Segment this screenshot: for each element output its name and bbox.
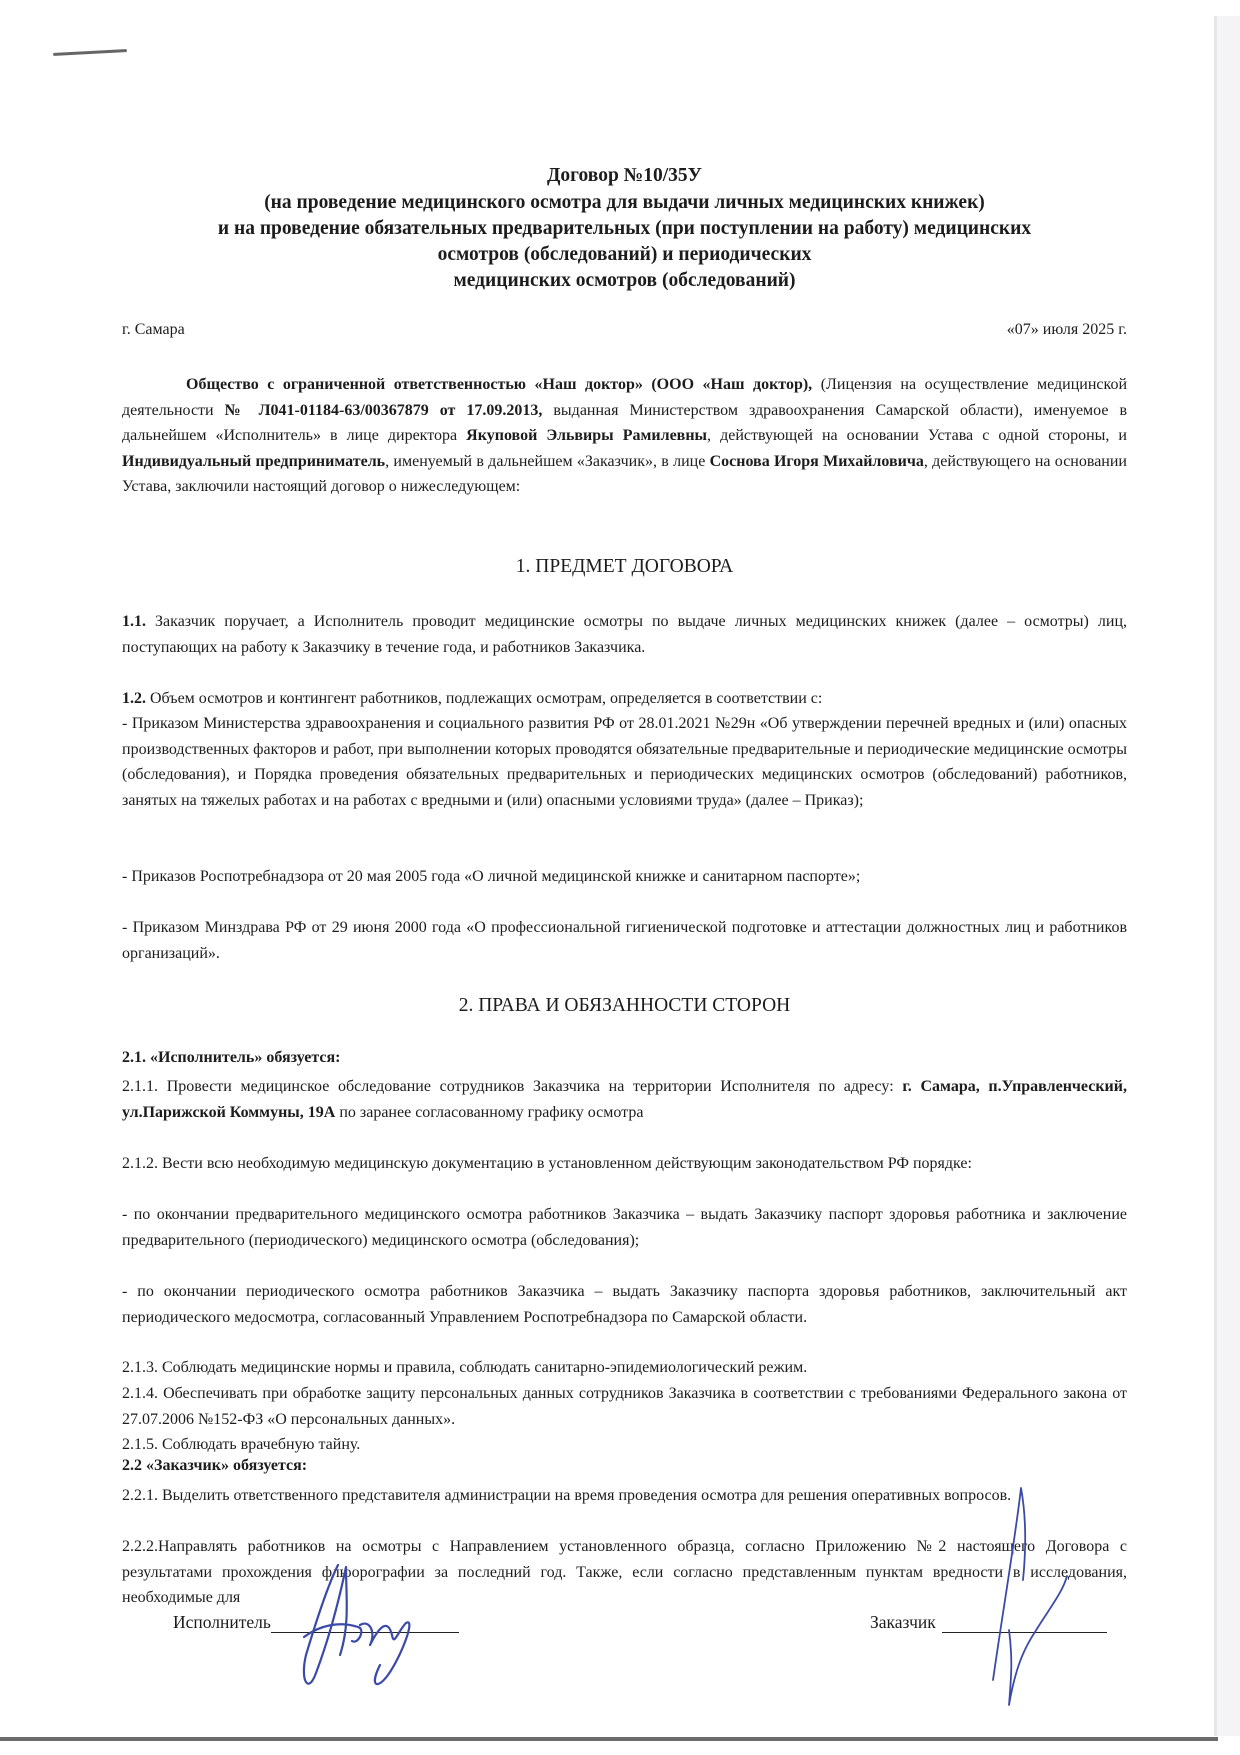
section-2-heading: 2. ПРАВА И ОБЯЗАННОСТИ СТОРОН <box>458 995 791 1016</box>
customer-representative: Соснова Игоря Михайловича <box>709 452 924 470</box>
preamble-text: , именуемый в дальнейшем «Заказчик», в лице <box>385 452 710 470</box>
preamble-text: (Лицензия на осуществление медицинской деятельности <box>122 376 1128 419</box>
clause-2-1-1 <box>122 1074 1127 1125</box>
preamble <box>122 372 1127 500</box>
clause-text: по заранее согласованному графику осмотра <box>335 1103 644 1121</box>
preamble-text: выданная Министерством здравоохранения Самарской области), именуемое в дальнейшем «Исполнитель» в лице директора <box>122 401 1127 444</box>
clause-1-2-bullet: - Приказом Минздрава РФ от 29 июня 2000 года «О профессиональной гигиенической подготовке и аттестации должностных лиц и работников организаций». <box>122 919 1127 962</box>
executor-org-name: Общество с ограниченной ответственностью «Наш доктор» (ООО «Наш доктор), <box>186 376 813 393</box>
clause-2-1-2: 2.1.2. Вести всю необходимую медицинскую документацию в установленном действующим законодательством РФ порядке: <box>122 1155 972 1172</box>
clause-1-1 <box>122 609 1127 660</box>
clause-2-2-1: 2.2.1. Выделить ответственного представителя администрации на время проведения осмотра для решения оперативных вопросов. <box>122 1487 1012 1504</box>
customer-type: Индивидуальный предприниматель <box>122 452 386 470</box>
clause-2-1-4: 2.1.4. Обеспечивать при обработке защиту персональных данных сотрудников Заказчика в соответствии с требованиями Федерального закона от 27.07.2006 №152-ФЗ «О персональных данных». <box>122 1385 1127 1428</box>
page-edge-shadow <box>1217 16 1240 1736</box>
executor-address: г. Самара, п.Управленческий, ул.Парижской Коммуны, 19А <box>122 1078 1127 1121</box>
clause-2-1-5: 2.1.5. Соблюдать врачебную тайну. <box>122 1436 361 1453</box>
customer-label: Заказчик <box>870 1612 936 1632</box>
contract-subtitle-line: осмотров (обследований) и периодических <box>437 244 812 265</box>
clause-1-2-bullet: - Приказов Роспотребнадзора от 20 мая 2005 года «О личной медицинской книжке и санитарном паспорте»; <box>122 868 861 885</box>
contract-subtitle-line: медицинских осмотров (обследований) <box>453 270 796 291</box>
clause-2-2-2: 2.2.2.Направлять работников на осмотры с Направлением установленного образца, согласно Приложению №2 настоящего Договора с результатами прохождения флюорографии за последний год. Также, если согласно представленным пунктам вредности в исследования, необходимые для <box>122 1538 1127 1606</box>
clause-2-2-heading: 2.2 «Заказчик» обязуется: <box>122 1457 308 1474</box>
clause-2-1-2-bullet: - по окончании предварительного медицинского осмотра работников Заказчика – выдать Заказчику паспорт здоровья работника и заключение предварительного (периодического) медицинского осмотра (обследования); <box>122 1206 1127 1249</box>
license-number: № Л041-01184-63/00367879 от 17.09.2013, <box>224 401 543 419</box>
place-date-row <box>122 321 1127 339</box>
contract-subtitle-line: и на проведение обязательных предварительных (при поступлении на работу) медицинских <box>217 218 1032 239</box>
contract-title: Договор №10/35У <box>547 165 702 186</box>
scan-artifact-mark <box>53 49 127 56</box>
preamble-text: , действующего на основании Устава, заключили настоящий договор о нижеследующем: <box>122 452 1127 495</box>
executor-label: Исполнитель <box>173 1612 271 1632</box>
director-name: Якуповой Эльвиры Рамилевны <box>466 427 708 444</box>
contract-subtitle-line: (на проведение медицинского осмотра для выдачи личных медицинских книжек) <box>264 192 985 213</box>
clause-2-1-heading: 2.1. «Исполнитель» обязуется: <box>122 1049 341 1066</box>
page-bottom-edge <box>0 1737 1218 1741</box>
city: г. Самара <box>122 321 185 338</box>
clause-text: 2.1.1. Провести медицинское обследование сотрудников Заказчика на территории Исполнителя по адресу: <box>122 1078 903 1095</box>
clause-number: 1.2. <box>122 690 146 707</box>
clause-1-2-bullet: - Приказом Министерства здравоохранения и социального развития РФ от 28.01.2021 №29н «Об утверждении перечней вредных и (или) опасных производственных факторов и работ, при выполнении которых проводятся обязательные предварительные и периодические медицинские осмотры (обследования), и Порядка проведения обязательных предварительных и периодических медицинских осмотров (обследований) работников, занятых на тяжелых работах и на работах с вредными и (или) опасными условиями труда» (далее – Приказ); <box>122 715 1127 809</box>
clause-2-1-2-bullet: - по окончании периодического осмотра работников Заказчика – выдать Заказчику паспорта здоровья работников, заключительный акт периодического медосмотра, согласованный Управлением Роспотребнадзора по Самарской области. <box>122 1283 1127 1326</box>
clause-text: Объем осмотров и контингент работников, подлежащих осмотрам, определяется в соответствии с: <box>146 690 823 707</box>
executor-handwritten-signature-icon <box>280 1555 470 1705</box>
clause-text: Заказчик поручает, а Исполнитель проводит медицинские осмотры по выдаче личных медицинских книжек (далее – осмотры) лиц, поступающих на работу к Заказчику в течение года, и работников Заказчика. <box>122 613 1127 656</box>
clause-2-1-3: 2.1.3. Соблюдать медицинские нормы и правила, соблюдать санитарно-эпидемиологический режим. <box>122 1359 808 1376</box>
clause-1-2 <box>122 686 1127 712</box>
contract-date: «07» июля 2025 г. <box>1006 321 1127 338</box>
clause-number: 1.1. <box>122 613 146 630</box>
preamble-text: , действующей на основании Устава с одной стороны, и <box>707 427 1127 444</box>
customer-handwritten-signature-icon <box>975 1480 1095 1710</box>
section-1-heading: 1. ПРЕДМЕТ ДОГОВОРА <box>515 556 734 577</box>
